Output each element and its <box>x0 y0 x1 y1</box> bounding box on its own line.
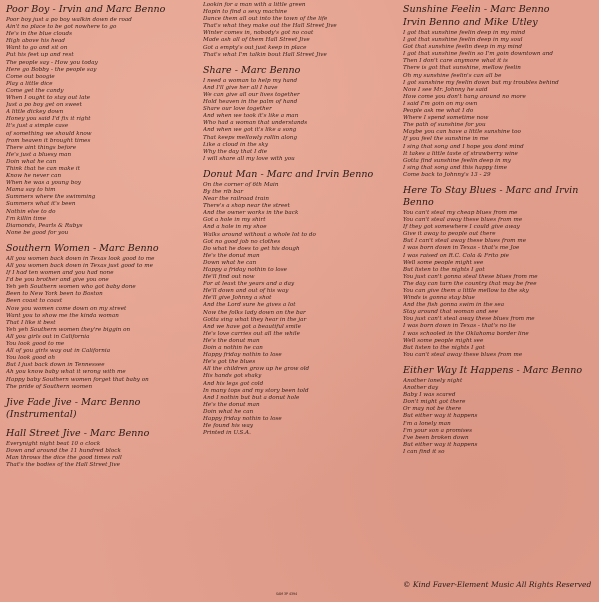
lyric-line: On the corner of 6th Main <box>203 181 279 188</box>
lyric-line: The people say - How you today <box>6 59 98 66</box>
lyric-line: He'll down and out of his way <box>203 288 289 295</box>
lyric-line: You just can't gonna steal these blues from me <box>403 273 538 280</box>
lyric-line: Want to go and sit on <box>6 45 68 52</box>
lyric-line: Yeh yeh Southern women they're biggin on <box>6 326 131 333</box>
lyric-line: You look good to me <box>6 341 65 348</box>
lyric-line: Another day <box>403 385 439 392</box>
lyric-line: In many tops and my story been told <box>203 387 309 394</box>
song-title: Poor Boy - Irvin and Marc Benno <box>6 4 166 15</box>
lyric-line: For at least the years and a day <box>203 281 295 288</box>
stanza-gap <box>6 237 188 241</box>
lyric-line: If I had ten women and you had none <box>6 270 114 277</box>
lyric-line: Put his feet up and rest <box>6 52 74 59</box>
lyric-line: You can't steal my cheap blues from me <box>403 209 518 216</box>
lyric-line: A little dickey down <box>6 109 64 116</box>
lyric-line: The path of sunshine for you <box>403 122 486 129</box>
lyric-line: He's just a bluesy man <box>6 151 72 158</box>
lyric-line: Like a cloud in the sky <box>203 141 269 148</box>
lyric-line: Just a po boy get on sweet <box>6 102 82 109</box>
lyric-line: Oh my sunshine feelin's can all be <box>403 72 502 79</box>
lyric-line: Ah you know baby what it wrong with me <box>6 369 126 376</box>
stanza-gap <box>403 179 595 183</box>
lyric-line: His hands got shaky <box>203 373 262 380</box>
lyric-line: Hopin to find a sexy machine <box>203 9 288 16</box>
lyric-line: Yeh yeh Southern women who got baby done <box>6 284 136 291</box>
lyric-line: Here go Bobby - the people say <box>6 66 97 73</box>
lyric-line: I've been broken down <box>403 434 469 441</box>
lyrics-column-2 <box>203 2 389 441</box>
lyric-line: The day can turn the country that may be free <box>403 280 537 287</box>
lyric-line: Happy friday nothin to lose <box>203 415 282 422</box>
song-block <box>6 428 188 473</box>
lyric-line: I will share all my love with you <box>203 155 295 162</box>
lyric-line: All of you girls way out in California <box>6 348 111 355</box>
song-title: Jive Fade Jive - Marc Benno (Instrumental) <box>6 396 141 420</box>
lyric-line: I got that sunshine feelin deep in my soul <box>403 37 523 44</box>
lyric-line: And a hole in my shoe <box>203 224 267 231</box>
lyric-line: But either way it happens <box>403 441 478 448</box>
lyrics-column-1 <box>6 2 188 473</box>
lyric-line: Stay around that woman and see <box>403 309 498 316</box>
lyric-line: I'd be you brother and give you one <box>6 277 109 284</box>
lyric-line: I was born down in Texas - that's me Joe <box>403 245 520 252</box>
lyric-line: He's got the blues <box>203 359 256 366</box>
lyric-line: People ask me what I do <box>403 108 474 115</box>
song-title: Either Way It Happens - Marc Benno <box>403 364 583 376</box>
stanza-gap <box>403 456 595 460</box>
lyric-line: The pride of Southern women <box>6 383 93 390</box>
stanza-gap <box>203 163 389 167</box>
lyric-line: That's the bodies of the Hall Street Jive <box>6 461 120 468</box>
lyric-line: I can find it so <box>403 448 445 455</box>
lyric-line: Come out boogie <box>6 73 55 80</box>
lyric-line: I got sunshine my feelin down but my troubles behind <box>403 79 559 86</box>
lyric-line: He'll give Johnny a shot <box>203 295 272 302</box>
lyric-line: All you women back down in Texas just good to me <box>6 263 154 269</box>
lyric-line: You can't steal away these blues from me <box>403 351 523 358</box>
lyric-line: Why the day that I die <box>203 148 268 155</box>
lyric-line: Been to New York been to Boston <box>6 291 103 298</box>
lyric-line: Baby I was scared <box>403 392 456 399</box>
lyric-line: Got a empty's out just keep in place <box>203 44 307 51</box>
lyric-line: There aint things before <box>6 144 77 151</box>
lyric-line: I need a woman to help my hand <box>203 77 298 84</box>
song-block <box>203 169 389 441</box>
lyric-line: When I ought to stay out late <box>6 95 91 102</box>
lyric-line: Give it away to people out there <box>403 231 496 238</box>
lyric-line: And the Lord sure he gives a lot <box>203 302 296 309</box>
lyric-line: Walks around without a whole lot to do <box>203 231 316 238</box>
lyric-line: Gotta find sunshine feelin deep in my <box>403 157 511 164</box>
lyric-line: Diamonds, Pearls & Rubys <box>6 222 83 229</box>
song-block <box>403 365 595 460</box>
lyric-line: Doin what he can <box>6 158 57 165</box>
lyric-line: I'm killin time <box>6 215 47 222</box>
lyric-line: Made ash all of them Hall Street Jive <box>203 37 310 44</box>
lyric-line: Another lonely night <box>403 377 463 384</box>
song-block <box>6 397 188 426</box>
lyric-line: I sing that song and I hope you dont mind <box>403 143 524 150</box>
lyric-line: I got that sunshine feelin deep in my mind <box>403 30 526 36</box>
lyric-line: Doin what he can <box>203 408 254 415</box>
lyrics-column-3 <box>403 2 595 460</box>
lyric-line: Know he never can <box>6 173 62 180</box>
lyric-line: You can't steal away these blues from me <box>403 217 523 224</box>
lyric-line: All you women back down in Texas look good to me <box>6 255 155 262</box>
song-block <box>203 2 389 63</box>
lyric-line: There is got that sunshine, mellow feelin <box>403 65 521 72</box>
lyric-line: I was schooled in the Oklahoma border line <box>403 330 529 337</box>
song-block <box>403 185 595 363</box>
copyright-notice: © Kind Faver-Element Music All Rights Reserved <box>403 580 592 589</box>
lyric-line: If you feel the sunshine in me <box>403 136 489 143</box>
lyric-line: When he was a young boy <box>6 180 81 187</box>
lyric-line: And I'll give her all I have <box>203 84 278 91</box>
lyric-line: He found his way <box>203 423 254 430</box>
lyric-line: He's the donut man <box>203 401 260 408</box>
lyric-line: You just can't steal away these blues from me <box>403 316 535 323</box>
lyric-line: I was raised on R.C. Cola & Frito pie <box>403 252 510 259</box>
lyric-line: Happy baby Southern women forget that baby on <box>6 376 149 383</box>
lyric-line: But listen to the nights I got <box>403 344 485 351</box>
lyric-line: He's in the blue clouds <box>6 31 73 38</box>
lyric-line: Gotta sing what they hear in the jar <box>203 316 307 323</box>
lyric-line: How come you don't hang around no more <box>403 93 526 100</box>
lyric-line: Want you to show me the kinda woman <box>6 312 119 319</box>
lyric-line: And when we took it's like a man <box>203 113 299 120</box>
lyric-line: All you girls out in California <box>6 333 90 340</box>
lyric-line: Now the folks lady down on the bar <box>203 309 306 316</box>
lyric-line: He's the donut man <box>203 337 260 344</box>
lyric-line: I said I'm goin on my own <box>403 100 478 107</box>
lyric-line: Who had a woman that understands <box>203 120 308 127</box>
lyric-line: He'll find out now <box>203 274 255 281</box>
lyric-line: Where I spend sometime now <box>403 115 489 122</box>
stanza-gap <box>203 437 389 441</box>
song-block <box>203 65 389 167</box>
lyric-line: Got no good job no clothes <box>203 238 281 245</box>
lyric-line: Man throws the dice the good times roll <box>6 454 122 461</box>
lyric-line: I'm a lonely man <box>403 420 451 427</box>
lyric-line: If they got somewhere I could give away <box>403 224 520 231</box>
song-title: Southern Women - Marc Benno <box>6 242 159 254</box>
lyric-line: Dance them all out into the town of the life <box>203 16 328 23</box>
lyric-line: Hold heaven in the palm of hand <box>203 99 298 106</box>
lyric-line: But listen to the nights I got <box>403 266 485 273</box>
lyric-line: Come get the candy <box>6 87 64 94</box>
song-credits: Irvin Benno and Mike Utley <box>403 17 538 28</box>
lyric-line: That's what I'm talkin bout Hall Street Jive <box>203 51 327 58</box>
lyric-line: Come back to Johnny's 13 - 29 <box>403 171 491 178</box>
lyric-line: Ain't no place to be got nowhere to go <box>6 24 117 31</box>
lyric-line: Got a hole in my shirt <box>203 217 266 224</box>
lyric-line: Play a little dice <box>6 80 53 87</box>
song-block <box>6 243 188 395</box>
lyric-line: Been coast to coast <box>6 298 63 305</box>
lyric-line: And when we got it's like a song <box>203 127 297 134</box>
lyric-line: It's just a simple case <box>6 123 69 130</box>
stanza-gap <box>6 391 188 395</box>
lyric-line: You look good oh <box>6 355 56 362</box>
lyric-line: from heaven it brought times <box>6 137 91 144</box>
lyric-line: Summers what it's been <box>6 201 76 208</box>
lyric-line: Down and around the 11 hundred block <box>6 447 121 454</box>
lyric-line: Printed in U.S.A. <box>203 430 251 437</box>
lyric-line: All the children grow up he grow old <box>203 366 310 373</box>
song-title: Share - Marc Benno <box>203 64 301 76</box>
lyric-line: But either way it happens <box>403 413 478 420</box>
lyric-line: You can give them a little mellow to the sky <box>403 288 529 294</box>
lyric-line: Happy friday nothin to lose <box>203 352 282 359</box>
lyric-line: High above his head <box>6 38 65 45</box>
song-title: Sunshine Feelin - Marc Benno <box>403 4 550 15</box>
stanza-gap <box>403 359 595 363</box>
lyric-line: That keeps mellowly rollin along <box>203 134 298 141</box>
song-title: Donut Man - Marc and Irvin Benno <box>203 168 374 180</box>
lyric-line: Poor boy just a po boy walkin down de road <box>6 17 132 23</box>
lyric-line: Do what he does to get his dough <box>203 245 300 252</box>
lyric-line: Everynight night beat 10 o clock <box>6 440 101 447</box>
lyric-line: He's the donut man <box>203 252 260 259</box>
lyric-line: Share our love together <box>203 106 272 113</box>
lyric-line: Near the railroad train <box>203 196 270 203</box>
lyric-line: By the rib bar <box>203 188 244 195</box>
lyric-line: It takes a little taste of strawberry wine <box>403 150 518 157</box>
catalog-number: SAM 3P 4394 <box>276 592 298 596</box>
song-block <box>6 4 188 241</box>
stanza-gap <box>203 59 389 63</box>
stanza-gap <box>6 469 188 473</box>
stanza-gap <box>6 422 188 426</box>
lyric-line: Happy a friday nothin to lose <box>203 267 287 273</box>
lyric-line: He's love carries out all the while <box>203 330 300 337</box>
song-title: Here To Stay Blues - Marc and Irvin Benno <box>403 184 579 208</box>
lyric-line: Winds is gonna stay blue <box>403 295 475 302</box>
lyric-line: Well some people might see <box>403 259 484 266</box>
lyric-line: Now you women come down on my street <box>6 305 127 312</box>
song-title: Hall Street Jive - Marc Benno <box>6 427 150 439</box>
lyric-line: I'm your son a promises <box>403 427 473 434</box>
lyric-line: Honey you said I'd fix it right <box>6 116 91 123</box>
lyric-line: Summers where the swimming <box>6 194 96 201</box>
lyric-line: Now I see Mr. Johnny he said <box>403 86 488 93</box>
lyric-line: But I can't steal away these blues from me <box>403 238 527 245</box>
lyric-line: Nothin else to do <box>6 208 56 215</box>
lyric-line: I sing that song and this happy time <box>403 164 508 171</box>
lyric-line: And the owner works in the back <box>203 210 299 217</box>
lyric-line: Lookin for a man with a little green <box>203 2 306 8</box>
lyric-line: of something we should know <box>6 130 92 137</box>
lyric-line: Well some people might see <box>403 337 484 344</box>
lyric-line: And we have got a beautiful smile <box>203 323 301 330</box>
lyric-line: That I like it best <box>6 319 56 326</box>
lyric-line: There's a shop near the street <box>203 203 290 210</box>
lyric-line: We can give all our lives together <box>203 91 300 98</box>
lyric-line: Doin a nothin he can <box>203 345 263 352</box>
lyric-line: I got that sunshine feelin so I'm goin downtown and <box>403 51 554 58</box>
lyric-line: Mama say to him <box>6 187 56 194</box>
lyric-line: But I just back down in Tennessee <box>6 362 105 369</box>
lyric-line: And his legs got cold <box>203 380 264 387</box>
lyric-line: And I nothin but but a donut hole <box>203 394 300 401</box>
lyric-line: That's what they make out the Hall Street Jive <box>203 23 337 30</box>
lyric-line: Think that he can make it <box>6 165 81 172</box>
lyric-line: I was born down in Texas - that's no lie <box>403 323 516 330</box>
lyric-line: Then I don't care anymore what it is <box>403 58 508 65</box>
lyric-line: And the fish gonna swim in the sea <box>403 302 505 309</box>
lyric-line: Got that sunshine feelin deep in my mind <box>403 44 523 51</box>
song-block <box>403 4 595 183</box>
lyric-line: Winter comes in, nobody's got no coat <box>203 30 314 37</box>
lyric-line: Down what he can <box>203 259 257 266</box>
lyric-line: Maybe you can have a little sunshine too <box>403 129 521 136</box>
lyric-line: None be good for you <box>6 229 69 236</box>
lyric-line: Or may not be there <box>403 406 462 413</box>
lyric-line: Don't might got there <box>403 399 466 406</box>
